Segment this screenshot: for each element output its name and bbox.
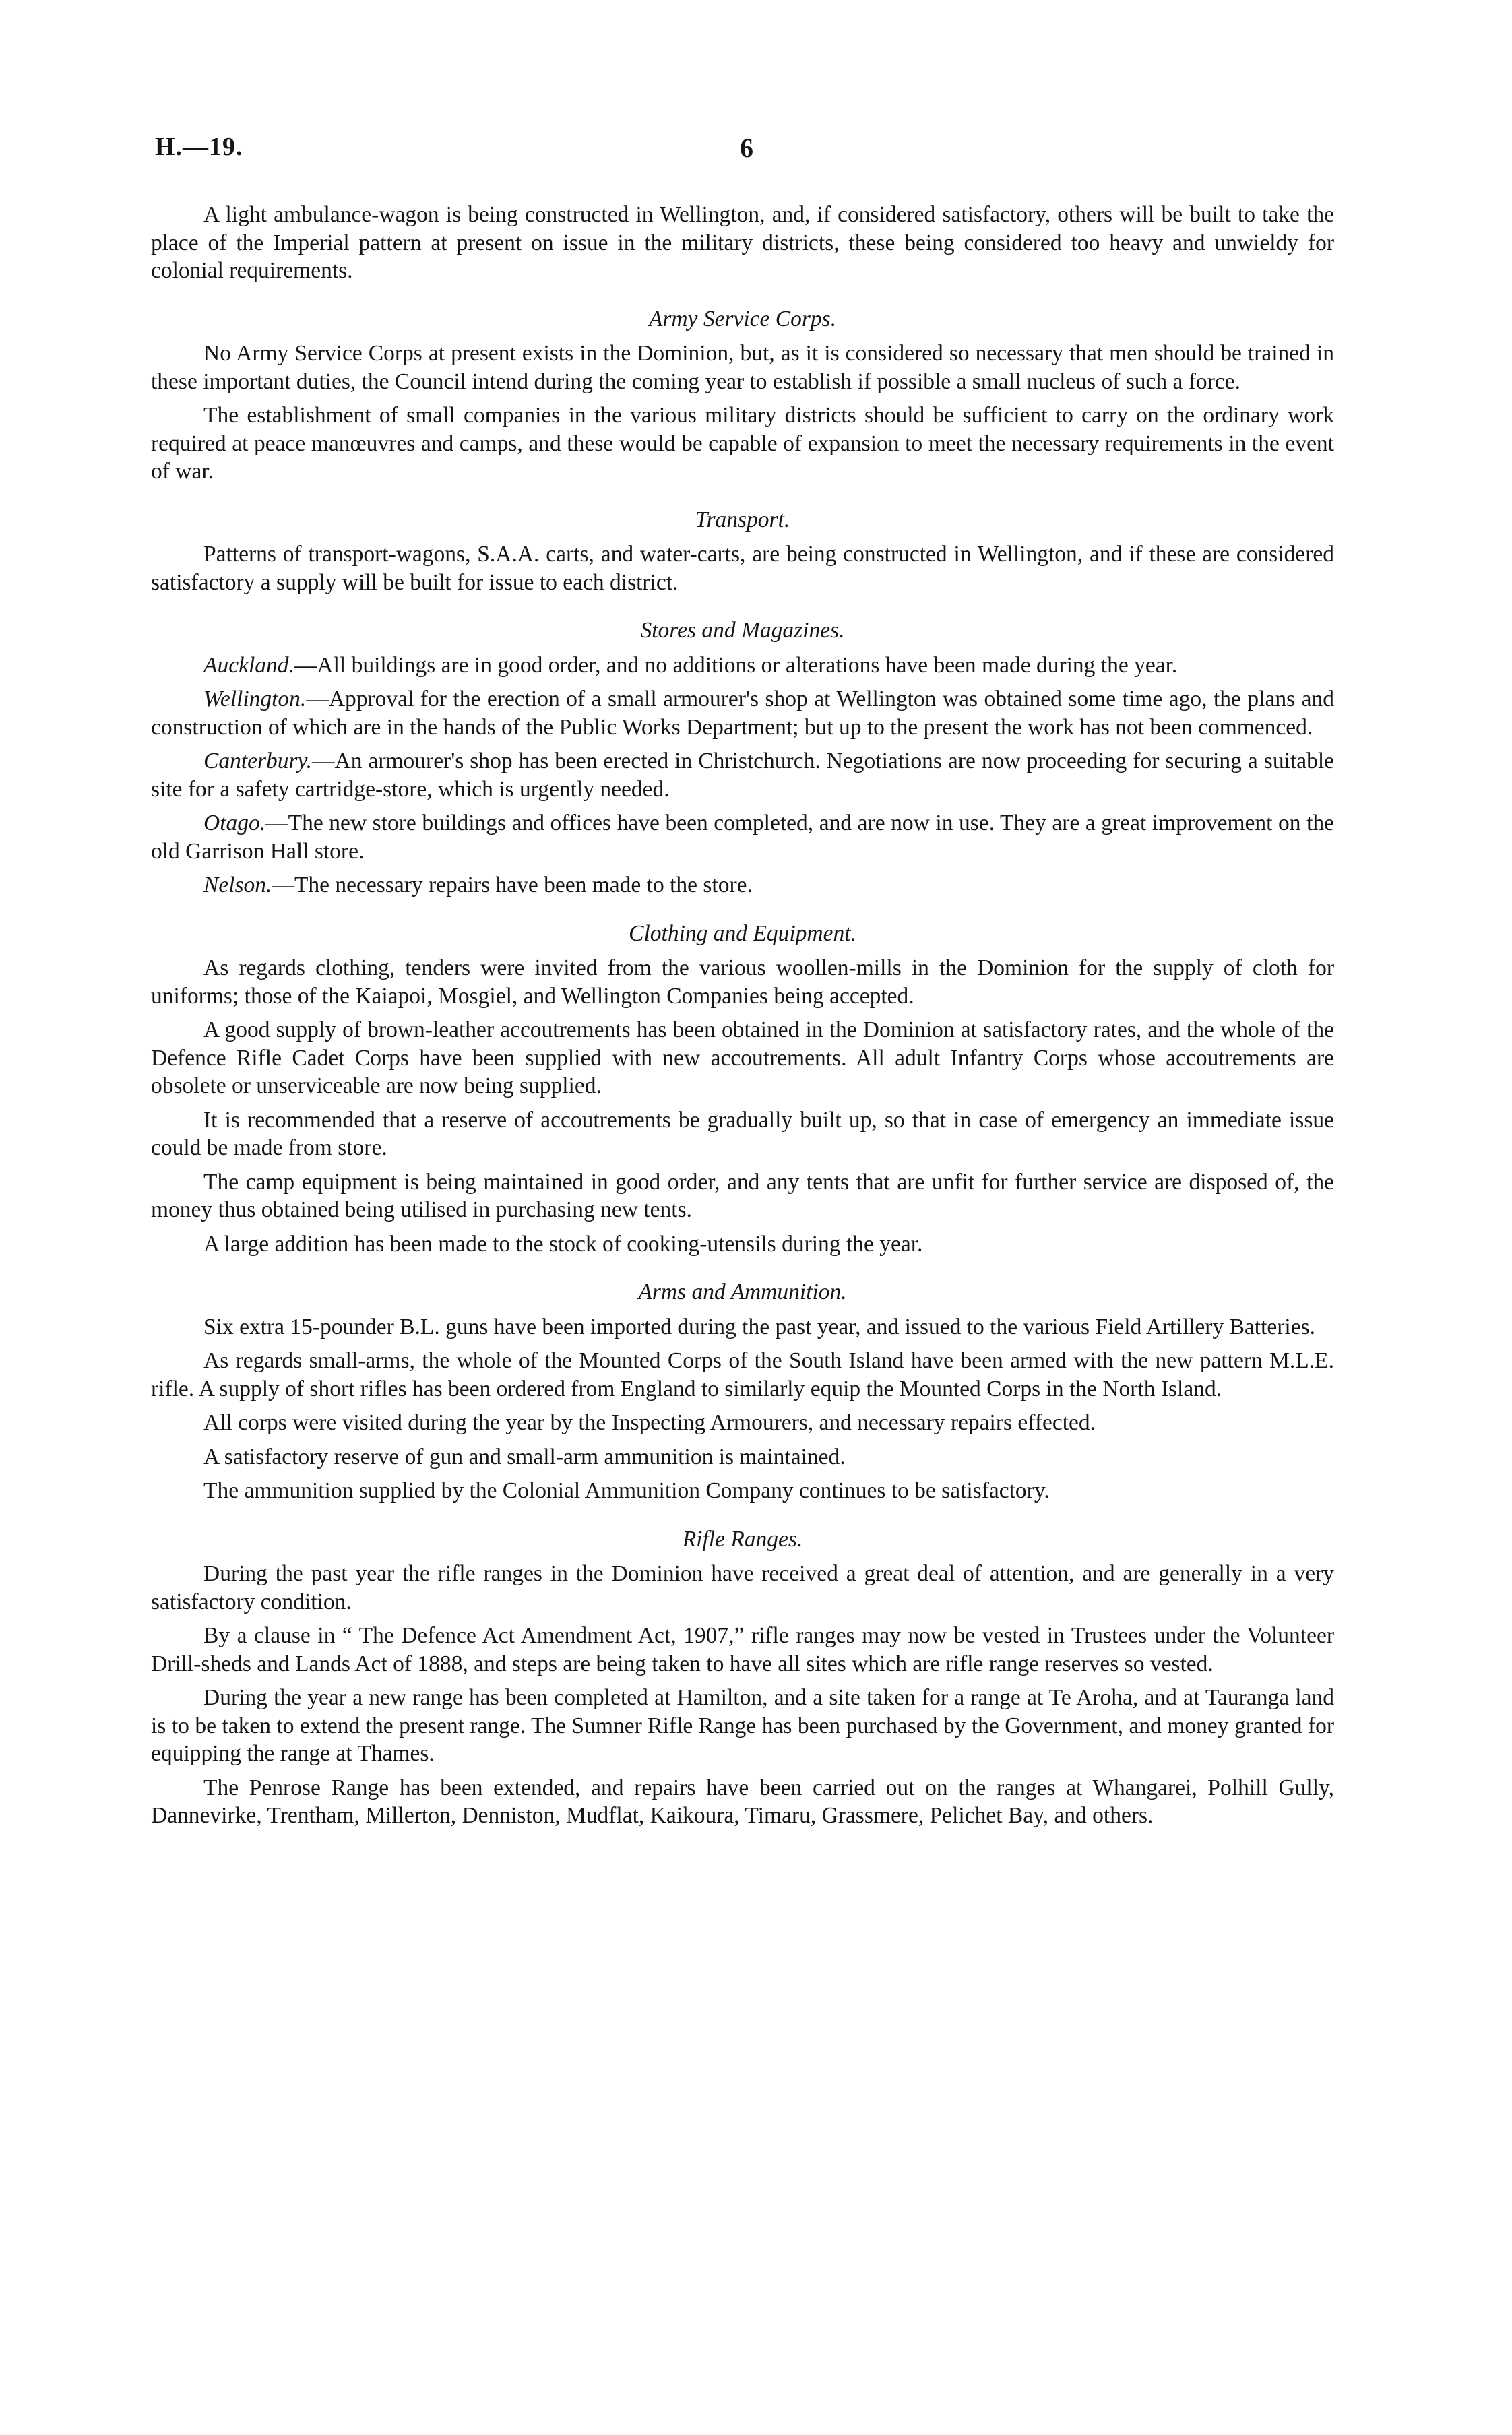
paragraph: All corps were visited during the year by the Inspecting Armourers, and necessary repairs effected. [203,1410,1096,1435]
section-heading-army-service-corps: Army Service Corps. [648,306,837,331]
page-number: 6 [740,133,753,163]
section-heading-rifle-ranges: Rifle Ranges. [682,1526,803,1552]
stores-item-auckland [151,652,1334,680]
paragraph: It is recommended that a reserve of accoutrements be gradually built up, so that in case of emergency an immediate issue could be made from store. [151,1107,1334,1160]
paragraph: As regards small-arms, the whole of the Mounted Corps of the South Island have been armed with the new pattern M.L.E. rifle. A supply of short rifles has been ordered from England to similarly equip the Mounted Corps in the North Island. [151,1348,1334,1401]
paragraph: By a clause in “ The Defence Act Amendment Act, 1907,” rifle ranges may now be vested in Trustees under the Volunteer Drill-sheds and Lands Act of 1888, and steps are being taken to have all sites which are rifle range reserves so vested. [151,1623,1334,1676]
item-text: —The new store buildings and offices have been completed, and are now in use. They are a great improvement on the old Garrison Hall store. [151,811,1334,864]
paragraph: No Army Service Corps at present exists in the Dominion, but, as it is considered so necessary that men should be trained in these important duties, the Council intend during the coming year to establish if possible a small nucleus of such a force. [151,341,1334,394]
page-header [155,132,1334,172]
section-heading-arms-and-ammunition: Arms and Ammunition. [638,1279,847,1304]
place-name: Canterbury. [203,749,312,773]
item-text: —Approval for the erection of a small armourer's shop at Wellington was obtained some time ago, the plans and construction of which are in the hands of the Public Works Department; but up to the present the work has not been commenced. [151,687,1334,740]
place-name: Auckland. [203,652,294,678]
paragraph: A large addition has been made to the stock of cooking-utensils during the year. [203,1231,923,1257]
paragraph: During the year a new range has been completed at Hamilton, and a site taken for a range at Te Aroha, and at Tauranga land is to be taken to extend the present range. The Sumner Rifle Range has been purchased by the Government, and money granted for equipping the range at Thames. [151,1685,1334,1766]
paragraph: Six extra 15-pounder B.L. guns have been imported during the past year, and issued to the various Field Artillery Batteries. [203,1314,1316,1339]
paragraph: During the past year the rifle ranges in the Dominion have received a great deal of attention, and are generally in a very satisfactory condition. [151,1561,1334,1614]
section-heading-clothing-and-equipment: Clothing and Equipment. [629,920,856,946]
paragraph: The camp equipment is being maintained in good order, and any tents that are unfit for further service are disposed of, the money thus obtained being utilised in purchasing new tents. [151,1169,1334,1222]
stores-item-canterbury [151,747,1334,803]
paragraph: A satisfactory reserve of gun and small-arm ammunition is maintained. [203,1444,846,1469]
stores-item-otago [151,809,1334,865]
section-heading-stores-and-magazines: Stores and Magazines. [640,618,845,643]
stores-item-nelson [151,871,1334,899]
paragraph: A good supply of brown-leather accoutrements has been obtained in the Dominion at satisfactory rates, and the whole of the Defence Rifle Cadet Corps have been supplied with new accoutrements. All adult Infantry Corps whose accoutrements are obsolete or unserviceable are now being supplied. [151,1017,1334,1098]
item-text: —An armourer's shop has been erected in Christchurch. Negotiations are now proceeding for securing a suitable site for a safety cartridge-store, which is urgently needed. [151,749,1334,802]
item-text: —All buildings are in good order, and no additions or alterations have been made during the year. [294,652,1178,678]
paragraph: The Penrose Range has been extended, and repairs have been carried out on the ranges at Whangarei, Polhill Gully, Dannevirke, Trentham, Millerton, Denniston, Mudflat, Kaikoura, Timaru, Grassmere, Pelichet Bay, and others. [151,1775,1334,1828]
paragraph: A light ambulance-wagon is being constructed in Wellington, and, if considered satisfactory, others will be built to take the place of the Imperial pattern at present on issue in the military districts, these being considered too heavy and unwieldy for colonial requirements. [151,202,1334,283]
place-name: Nelson. [203,873,272,897]
item-text: —The necessary repairs have been made to the store. [272,873,753,897]
paragraph: The establishment of small companies in the various military districts should be sufficient to carry on the ordinary work required at peace manœuvres and camps, and these would be capable of expansion to meet the necessary requirements in the event of war. [151,403,1334,484]
page-body [151,201,1334,1836]
paragraph: The ammunition supplied by the Colonial Ammunition Company continues to be satisfactory. [203,1478,1050,1503]
section-heading-transport: Transport. [695,507,790,532]
document-id: H.—19. [155,133,243,161]
paragraph: As regards clothing, tenders were invited from the various woollen-mills in the Dominion for the supply of cloth for uniforms; those of the Kaiapoi, Mosgiel, and Wellington Companies being accepted. [151,955,1334,1009]
place-name: Wellington. [203,687,307,711]
place-name: Otago. [203,811,266,835]
stores-item-wellington [151,685,1334,741]
paragraph: Patterns of transport-wagons, S.A.A. carts, and water-carts, are being constructed in Wellington, and if these are considered satisfactory a supply will be built for issue to each district. [151,542,1334,595]
